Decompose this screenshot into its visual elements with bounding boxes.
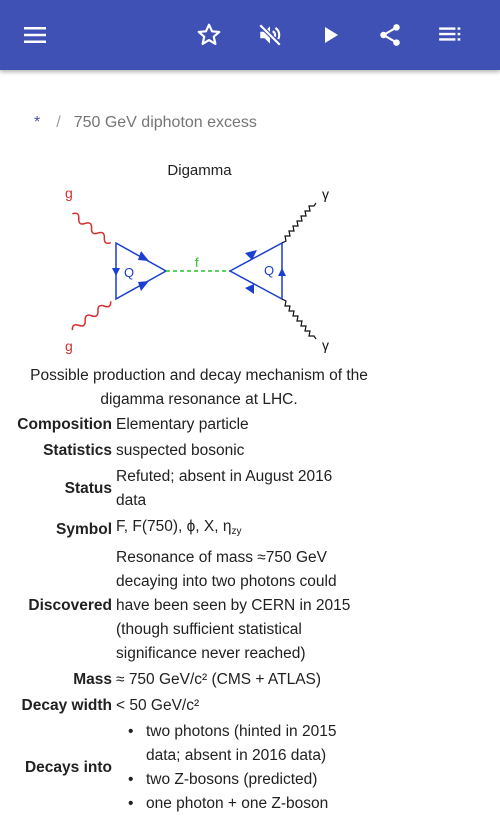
list-item: • two Z-bosons (predicted) (128, 768, 366, 792)
row-key: Symbol (56, 520, 112, 538)
arrow-right-upper (245, 250, 257, 260)
row-key: Statistics (43, 442, 112, 459)
arrow-right-vertical (278, 268, 286, 276)
properties-table (16, 412, 366, 817)
table-row (16, 464, 366, 514)
infobox-title: Digamma (167, 162, 232, 179)
star-icon[interactable] (191, 17, 227, 53)
row-key: Status (64, 480, 112, 497)
feynman-diagram (46, 184, 346, 356)
playlist-icon[interactable] (432, 17, 468, 53)
arrow-left-vertical (112, 268, 120, 276)
table-row (16, 412, 366, 438)
share-icon[interactable] (372, 17, 408, 53)
list-item: • one photon + one Z-boson (128, 792, 366, 816)
table-row (16, 719, 366, 817)
photon-top-line (282, 203, 316, 243)
label-q-left: Q (124, 265, 135, 280)
table-row (16, 545, 366, 667)
row-key: Mass (73, 671, 112, 688)
label-gamma-bottom: γ (322, 337, 329, 353)
label-gamma-top: γ (322, 186, 329, 202)
arrow-right-lower (245, 284, 254, 294)
row-value (116, 719, 366, 817)
row-value: suspected bosonic (116, 442, 245, 459)
photon-bottom-line (282, 299, 316, 339)
row-key: Decay width (21, 697, 112, 714)
label-g-bottom: g (65, 338, 73, 354)
row-value (116, 514, 366, 545)
row-key: Composition (17, 416, 112, 433)
diagram-caption: Possible production and decay mechanism of the digamma resonance at LHC. (30, 367, 368, 408)
label-g-top: g (65, 185, 73, 201)
mute-icon[interactable] (252, 17, 288, 53)
symbol-text: F, F(750), ϕ, X, η (116, 518, 232, 535)
gluon-top-line (71, 211, 113, 245)
table-row (16, 693, 366, 719)
breadcrumb-current: 750 GeV diphoton excess (73, 114, 257, 131)
table-row (16, 438, 366, 464)
gluon-bottom-line (71, 299, 113, 333)
list-item: • two photons (hinted in 2015 data; absent in 2016 data) (128, 720, 366, 768)
menu-icon[interactable] (17, 17, 53, 53)
breadcrumb-separator: / (56, 114, 61, 131)
play-icon[interactable] (312, 17, 348, 53)
row-key: Decays into (24, 759, 112, 776)
row-value: ≈ 750 GeV/c² (CMS + ATLAS) (116, 671, 322, 688)
breadcrumb (34, 114, 257, 132)
row-value: Elementary particle (116, 416, 249, 433)
symbol-subscript: zy (231, 526, 242, 537)
infobox (16, 158, 381, 184)
label-f: f (195, 255, 199, 270)
label-q-right: Q (264, 263, 275, 278)
table-row (16, 514, 366, 545)
arrow-left-lower (138, 281, 149, 291)
row-value: Resonance of mass ≈750 GeV decaying into two photons could have been seen by CERN in 2015 (though sufficient statistical significance never reached) (116, 549, 351, 662)
decay-list (116, 720, 366, 816)
row-key: Discovered (28, 597, 112, 614)
app-bar (0, 0, 500, 70)
breadcrumb-home[interactable]: * (34, 114, 41, 131)
arrow-left-upper (138, 251, 149, 261)
row-value: Refuted; absent in August 2016 data (116, 468, 333, 509)
table-row (16, 667, 366, 693)
row-value: < 50 GeV/c² (116, 697, 200, 714)
